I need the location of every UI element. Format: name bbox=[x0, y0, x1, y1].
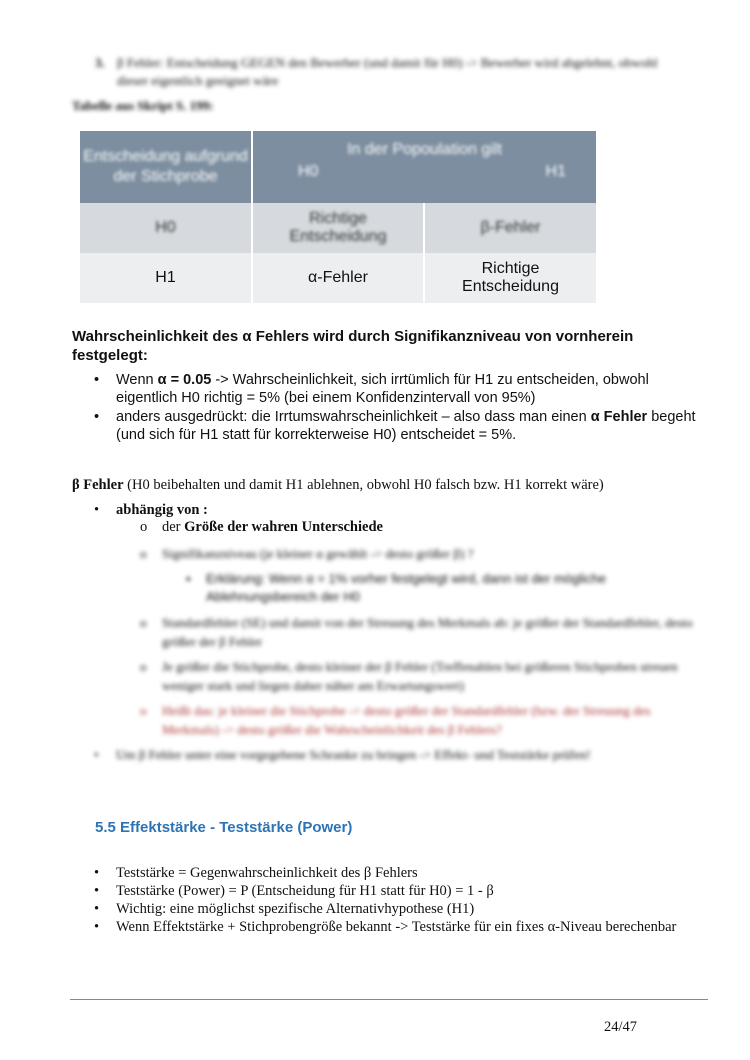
page-number: 24/47 bbox=[604, 1019, 638, 1035]
table-header-decision: Entscheidung aufgrund der Stichprobe bbox=[80, 131, 252, 203]
bullet-icon: • bbox=[94, 747, 99, 762]
circle-bullet-icon: o bbox=[140, 659, 147, 674]
bullet-icon: • bbox=[94, 901, 100, 917]
beta-dependency-item bbox=[92, 502, 208, 519]
list-item-text: β Fehler: Entscheidung GEGEN den Bewerber (und damit für H0) -> Bewerber wird abgelehnt, obwohl dieser eigentlich geeignet wäre bbox=[117, 55, 658, 88]
sub-item-question: o Heißt das: je kleiner die Stichprobe -> desto größer der Standardfehler (bzw. der Streuung des Merkmals) -> desto größer die Wahrscheinlichkeit des β Fehlers? bbox=[140, 703, 651, 737]
sub-item-sample-size: o Je größer die Stichprobe, desto kleiner der β Fehler (Treffenahlen bei größeren Stichproben streuen weniger stark und liegen daher näher am Erwartungswert) bbox=[140, 659, 678, 693]
square-bullet-icon: ▪ bbox=[186, 571, 191, 586]
bullet-icon: • bbox=[94, 883, 100, 899]
section-heading: 5.5 Effektstärke - Teststärke (Power) bbox=[95, 819, 353, 836]
table-row-h0 bbox=[80, 203, 596, 253]
list-item: • Wichtig: eine möglichst spezifische Alternativhypothese (H1) bbox=[94, 901, 475, 917]
list-item: • Wenn Effektstärke + Stichprobengröße bekannt -> Teststärke für ein fixes α-Niveau berechenbar bbox=[94, 919, 677, 935]
bullet-icon: • bbox=[94, 502, 100, 518]
row-label-h1: H1 bbox=[80, 253, 252, 303]
sub-item-standard-error: o Standardfehler (SE) und damit von der Streuung des Merkmals ab: je größer der Standardfehler, desto größer der β Fehler bbox=[140, 615, 693, 649]
cell-h0-h0: Richtige Entscheidung bbox=[252, 203, 424, 253]
table-caption: Tabelle aus Skript S. 199: bbox=[72, 98, 214, 113]
circle-bullet-icon: o bbox=[140, 703, 147, 718]
circle-bullet-icon: o bbox=[140, 615, 147, 630]
sub-item-true-differences: o der Größe der wahren Unterschiede bbox=[140, 519, 383, 535]
circle-bullet-icon: o bbox=[140, 519, 148, 535]
bullet-icon: • bbox=[94, 865, 100, 881]
beta-power-item: • Um β Fehler unter eine vorgegebene Schranke zu bringen -> Effekt- und Teststärke prüfen! bbox=[94, 747, 591, 762]
dependency-label: abhängig von : bbox=[116, 502, 208, 518]
table-row-h1 bbox=[80, 253, 596, 303]
list-item: • Wenn α = 0.05 -> Wahrscheinlichkeit, sich irrtümlich für H1 zu entscheiden, obwohl eigentlich H0 richtig = 5% (bei einem Konfidenzintervall von 95%) bbox=[94, 372, 649, 406]
list-number: 3. bbox=[95, 55, 105, 70]
circle-bullet-icon: o bbox=[140, 546, 147, 561]
bullet-icon: • bbox=[94, 409, 100, 425]
error-types-table bbox=[80, 131, 596, 303]
row-label-h0: H0 bbox=[80, 203, 252, 253]
bullet-icon: • bbox=[94, 919, 100, 935]
header-h0: H0 bbox=[298, 163, 319, 180]
cell-h1-h0: α-Fehler bbox=[252, 253, 424, 303]
alpha-value: α = 0.05 bbox=[157, 372, 212, 388]
list-item: • Teststärke (Power) = P (Entscheidung für H1 statt für H0) = 1 - β bbox=[94, 883, 494, 899]
alpha-error-heading: Wahrscheinlichkeit des α Fehlers wird durch Signifikanzniveau von vornherein festgelegt: bbox=[72, 328, 634, 364]
cell-h1-h1: Richtige Entscheidung bbox=[424, 253, 596, 303]
table-header-row bbox=[80, 131, 596, 203]
sub-sub-item-explanation: ▪ Erklärung: Wenn α = 1% vorher festgelegt wird, dann ist der mögliche Ablehnungsbereich der H0 bbox=[186, 571, 607, 604]
list-item: • anders ausgedrückt: die Irrtumswahrscheinlichkeit – also dass man einen α Fehler begeht (und sich für H1 statt für korrekterweise H0) entscheidet = 5%. bbox=[94, 409, 696, 443]
header-h1: H1 bbox=[545, 163, 566, 180]
bullet-icon: • bbox=[94, 372, 100, 388]
table-header-population bbox=[252, 131, 596, 203]
list-item-beta-error-definition bbox=[95, 54, 665, 90]
list-item: • Teststärke = Gegenwahrscheinlichkeit des β Fehlers bbox=[94, 865, 418, 881]
beta-error-heading: β Fehler (H0 beibehalten und damit H1 ablehnen, obwohl H0 falsch bzw. H1 korrekt wäre) bbox=[72, 477, 604, 493]
sub-item-significance-level: o Signifikanzniveau (je kleiner α gewählt -> desto größer β) ? bbox=[140, 546, 474, 561]
cell-h0-h1: β-Fehler bbox=[424, 203, 596, 253]
alpha-error-term: α Fehler bbox=[590, 409, 648, 425]
power-bullet-list bbox=[92, 864, 712, 936]
population-label: In der Popoulation gilt bbox=[347, 141, 502, 158]
footer-divider bbox=[70, 999, 708, 1000]
alpha-bullet-list bbox=[92, 371, 702, 445]
